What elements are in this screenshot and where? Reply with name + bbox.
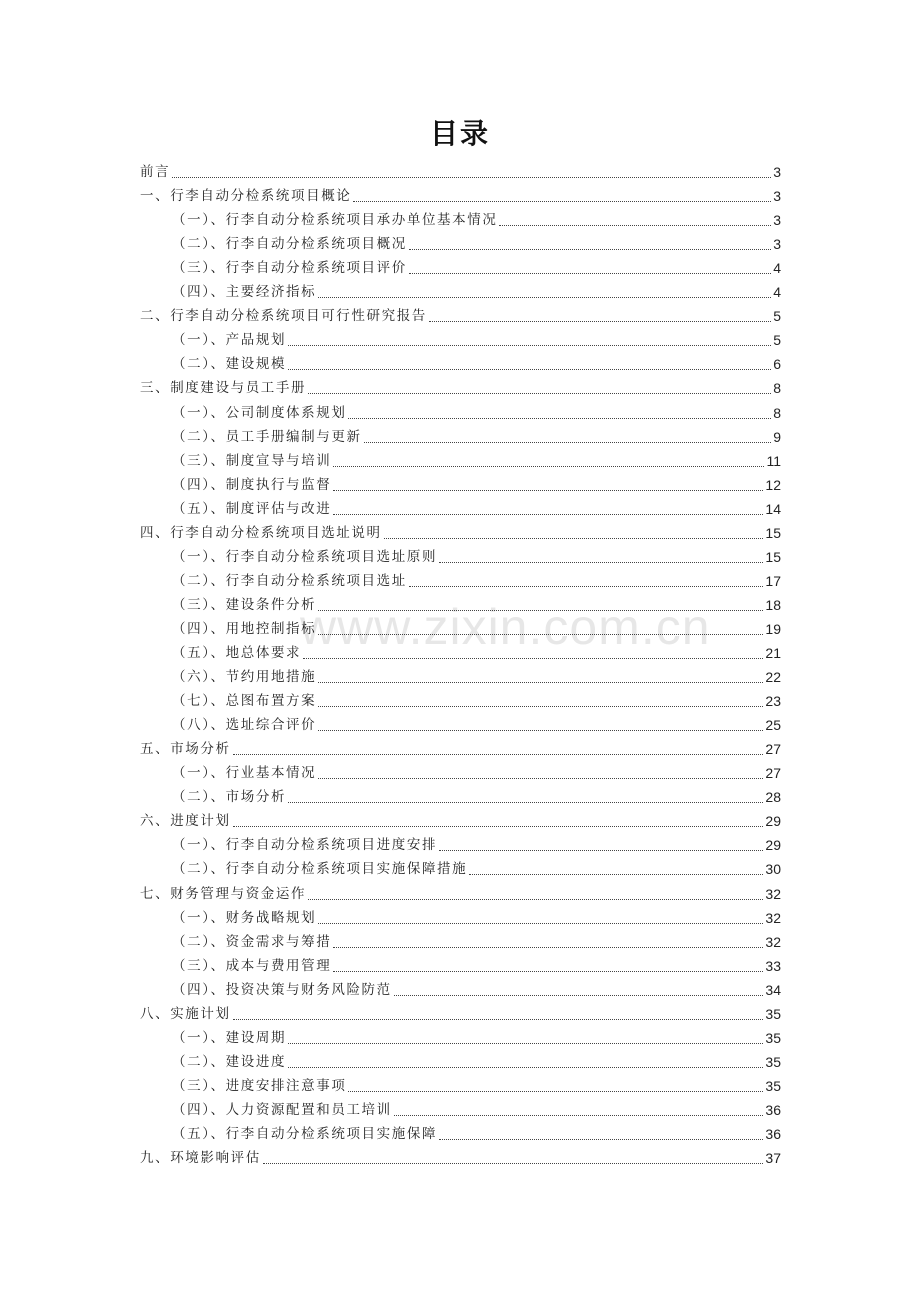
toc-entry-page: 33 (765, 957, 781, 974)
toc-dot-leader (439, 849, 763, 851)
toc-dot-leader (318, 633, 763, 635)
toc-dot-leader (233, 753, 764, 755)
toc-entry-title: （一）、建设周期 (172, 1029, 287, 1046)
toc-entry-title: 五、市场分析 (140, 741, 231, 758)
toc-dot-leader (409, 585, 764, 587)
toc-entry-title: （四）、制度执行与监督 (172, 476, 332, 493)
toc-entry-title: （一）、行李自动分检系统项目进度安排 (172, 837, 438, 854)
toc-entry[interactable] (140, 376, 781, 400)
toc-dot-leader (409, 248, 771, 250)
toc-dot-leader (318, 609, 763, 611)
toc-entry[interactable] (172, 954, 781, 978)
toc-entry-page: 35 (765, 1077, 781, 1094)
toc-entry-title: （四）、主要经济指标 (172, 284, 317, 301)
toc-entry[interactable] (172, 1074, 781, 1098)
toc-entry-title: （三）、制度宣导与培训 (172, 452, 332, 469)
toc-dot-leader (353, 200, 771, 202)
toc-entry-title: （一）、行李自动分检系统项目承办单位基本情况 (172, 212, 498, 229)
page-title: 目录 (429, 117, 490, 150)
toc-entry-title: 一、行李自动分检系统项目概论 (140, 188, 352, 205)
toc-dot-leader (439, 561, 763, 563)
toc-entry[interactable] (140, 882, 781, 906)
toc-entry-page: 36 (765, 1126, 781, 1142)
toc-entry[interactable] (140, 184, 781, 208)
toc-entry-page: 15 (765, 548, 781, 565)
toc-dot-leader (263, 1162, 764, 1164)
toc-entry-page: 29 (765, 837, 781, 854)
toc-entry[interactable] (172, 1050, 781, 1074)
toc-dot-leader (308, 392, 771, 394)
toc-entry-title: （七）、总图布置方案 (172, 693, 317, 710)
toc-entry-page: 8 (773, 380, 781, 397)
toc-entry-title: 六、进度计划 (140, 813, 231, 830)
toc-dot-leader (499, 224, 771, 226)
toc-entry[interactable] (172, 689, 781, 713)
toc-entry[interactable] (172, 930, 781, 954)
toc-entry-title: （二）、市场分析 (172, 789, 287, 806)
toc-entry-title: 二、行李自动分检系统项目可行性研究报告 (140, 308, 427, 325)
toc-entry-title: （二）、资金需求与筹措 (172, 933, 332, 950)
toc-dot-leader (384, 537, 764, 539)
toc-entry[interactable] (172, 569, 781, 593)
toc-entry[interactable] (172, 401, 781, 425)
toc-entry[interactable] (140, 1146, 781, 1170)
toc-entry-page: 25 (765, 717, 781, 734)
toc-dot-leader (333, 970, 763, 972)
toc-dot-leader (318, 681, 763, 683)
toc-dot-leader (308, 898, 763, 900)
toc-entry-title: （三）、成本与费用管理 (172, 957, 332, 974)
toc-entry-title: （三）、建设条件分析 (172, 596, 317, 613)
toc-entry-title: （五）、行李自动分检系统项目实施保障 (172, 1126, 438, 1142)
toc-entry-title: （四）、投资决策与财务风险防范 (172, 981, 392, 998)
toc-entry[interactable] (172, 641, 781, 665)
toc-entry-page: 32 (765, 885, 781, 902)
toc-entry-title: （四）、用地控制指标 (172, 620, 317, 637)
toc-entry-title: （八）、选址综合评价 (172, 717, 317, 734)
toc-dot-leader (303, 657, 763, 659)
toc-entry-title: （三）、行李自动分检系统项目评价 (172, 260, 407, 277)
toc-entry[interactable] (172, 617, 781, 641)
toc-entry-title: 四、行李自动分检系统项目选址说明 (140, 524, 382, 541)
toc-dot-leader (409, 272, 771, 274)
toc-entry[interactable] (172, 906, 781, 930)
toc-dot-leader (233, 1018, 764, 1020)
toc-entry[interactable] (172, 1026, 781, 1050)
toc-entry-page: 21 (765, 645, 781, 661)
toc-entry[interactable] (172, 978, 781, 1002)
toc-entry[interactable] (172, 208, 781, 232)
toc-entry-page: 22 (765, 669, 781, 686)
toc-entry[interactable] (172, 761, 781, 785)
toc-entry[interactable] (140, 160, 781, 184)
toc-dot-leader (172, 176, 771, 178)
toc-entry-title: （一）、行李自动分检系统项目选址原则 (172, 548, 438, 565)
toc-dot-leader (288, 368, 771, 370)
toc-dot-leader (318, 729, 763, 731)
toc-entry-title: （一）、产品规划 (172, 332, 287, 349)
toc-entry[interactable] (172, 328, 781, 352)
toc-entry-page: 9 (773, 428, 781, 445)
toc-entry-page: 30 (765, 861, 781, 878)
toc-entry[interactable] (172, 473, 781, 497)
toc-entry[interactable] (172, 1098, 781, 1122)
toc-entry-page: 5 (773, 332, 781, 349)
toc-dot-leader (394, 1114, 764, 1116)
toc-dot-leader (318, 296, 771, 298)
toc-entry-title: （二）、建设规模 (172, 356, 287, 373)
toc-entry-title: （三）、进度安排注意事项 (172, 1077, 347, 1094)
toc-entry-page: 12 (765, 476, 781, 493)
toc-entry-title: 前言 (140, 164, 171, 180)
toc-dot-leader (348, 1090, 763, 1092)
toc-dot-leader (333, 489, 763, 491)
toc-entry-title: 三、制度建设与员工手册 (140, 380, 307, 397)
toc-entry[interactable] (172, 713, 781, 737)
toc-dot-leader (469, 873, 763, 875)
toc-entry[interactable] (172, 665, 781, 689)
toc-dot-leader (333, 513, 763, 515)
toc-entry-title: （二）、行李自动分检系统项目概况 (172, 236, 407, 253)
watermark: www.zixin.com.cn (300, 599, 711, 655)
toc-entry[interactable] (172, 857, 781, 881)
toc-entry[interactable] (172, 352, 781, 376)
toc-entry[interactable] (172, 449, 781, 473)
toc-entry-page: 15 (765, 524, 781, 541)
toc-entry-title: （二）、行李自动分检系统项目选址 (172, 572, 407, 589)
toc-entry-page: 18 (765, 596, 781, 613)
toc-entry-page: 3 (773, 188, 781, 205)
toc-entry-page: 4 (773, 284, 781, 301)
toc-entry-page: 27 (765, 741, 781, 758)
toc-entry-page: 35 (765, 1053, 781, 1070)
toc-entry[interactable] (172, 593, 781, 617)
toc-entry-page: 11 (766, 452, 781, 469)
toc-dot-leader (233, 825, 764, 827)
toc-entry-title: （二）、行李自动分检系统项目实施保障措施 (172, 861, 468, 878)
toc-entry-title: （五）、地总体要求 (172, 645, 302, 661)
toc-entry-page: 37 (765, 1150, 781, 1167)
toc-entry-title: 九、环境影响评估 (140, 1150, 261, 1167)
toc-dot-leader (348, 417, 771, 419)
toc-entry-page: 35 (765, 1029, 781, 1046)
toc-entry-title: （一）、行业基本情况 (172, 765, 317, 782)
toc-entry-page: 6 (773, 356, 781, 373)
toc-dot-leader (288, 344, 771, 346)
toc-entry[interactable] (140, 521, 781, 545)
toc-entry-page: 4 (773, 260, 781, 277)
toc-entry-title: （一）、公司制度体系规划 (172, 404, 347, 421)
toc-dot-leader (288, 801, 763, 803)
toc-entry[interactable] (140, 1002, 781, 1026)
toc-entry-page: 32 (765, 933, 781, 950)
toc-entry-page: 17 (765, 572, 781, 589)
toc-entry[interactable] (140, 737, 781, 761)
toc-dot-leader (288, 1042, 763, 1044)
toc-entry[interactable] (172, 280, 781, 304)
toc-dot-leader (333, 946, 763, 948)
toc-entry-title: （二）、员工手册编制与更新 (172, 428, 362, 445)
toc-entry[interactable] (172, 425, 781, 449)
toc-entry-page: 5 (773, 308, 781, 325)
toc-entry-title: （六）、节约用地措施 (172, 669, 317, 686)
toc-dot-leader (318, 705, 763, 707)
toc-entry-page: 19 (765, 620, 781, 637)
toc-entry[interactable] (140, 304, 781, 328)
toc-entry-title: （一）、财务战略规划 (172, 909, 317, 926)
toc-entry-page: 35 (765, 1005, 781, 1022)
toc-entry-page: 14 (765, 500, 781, 517)
toc-entry-page: 36 (765, 1101, 781, 1118)
toc-dot-leader (364, 441, 772, 443)
toc-entry-title: （二）、建设进度 (172, 1053, 287, 1070)
toc-entry-page: 3 (773, 164, 781, 180)
toc-entry-page: 29 (765, 813, 781, 830)
toc-entry-title: 七、财务管理与资金运作 (140, 885, 307, 902)
toc-entry-page: 34 (765, 981, 781, 998)
toc-dot-leader (318, 922, 763, 924)
toc-dot-leader (333, 465, 764, 467)
toc-entry-page: 3 (773, 212, 781, 229)
toc-entry[interactable] (140, 809, 781, 833)
toc-entry-title: （五）、制度评估与改进 (172, 500, 332, 517)
toc-entry-page: 8 (773, 404, 781, 421)
toc-entry[interactable] (172, 785, 781, 809)
toc-entry-title: （四）、人力资源配置和员工培训 (172, 1101, 392, 1118)
toc-entry-page: 28 (765, 789, 781, 806)
toc-dot-leader (288, 1066, 763, 1068)
toc-entry[interactable] (172, 497, 781, 521)
toc-dot-leader (394, 994, 764, 996)
toc-entry[interactable] (172, 232, 781, 256)
toc-dot-leader (318, 777, 763, 779)
toc-entry-page: 27 (765, 765, 781, 782)
toc-entry[interactable] (172, 545, 781, 569)
toc-entry-page: 32 (765, 909, 781, 926)
toc-entry[interactable] (172, 256, 781, 280)
toc-entry-title: 八、实施计划 (140, 1005, 231, 1022)
toc-entry-page: 3 (773, 236, 781, 253)
toc-dot-leader (439, 1138, 763, 1140)
toc-entry[interactable] (172, 1122, 781, 1146)
toc-dot-leader (429, 320, 771, 322)
toc-entry[interactable] (172, 833, 781, 857)
toc-entry-page: 23 (765, 693, 781, 710)
